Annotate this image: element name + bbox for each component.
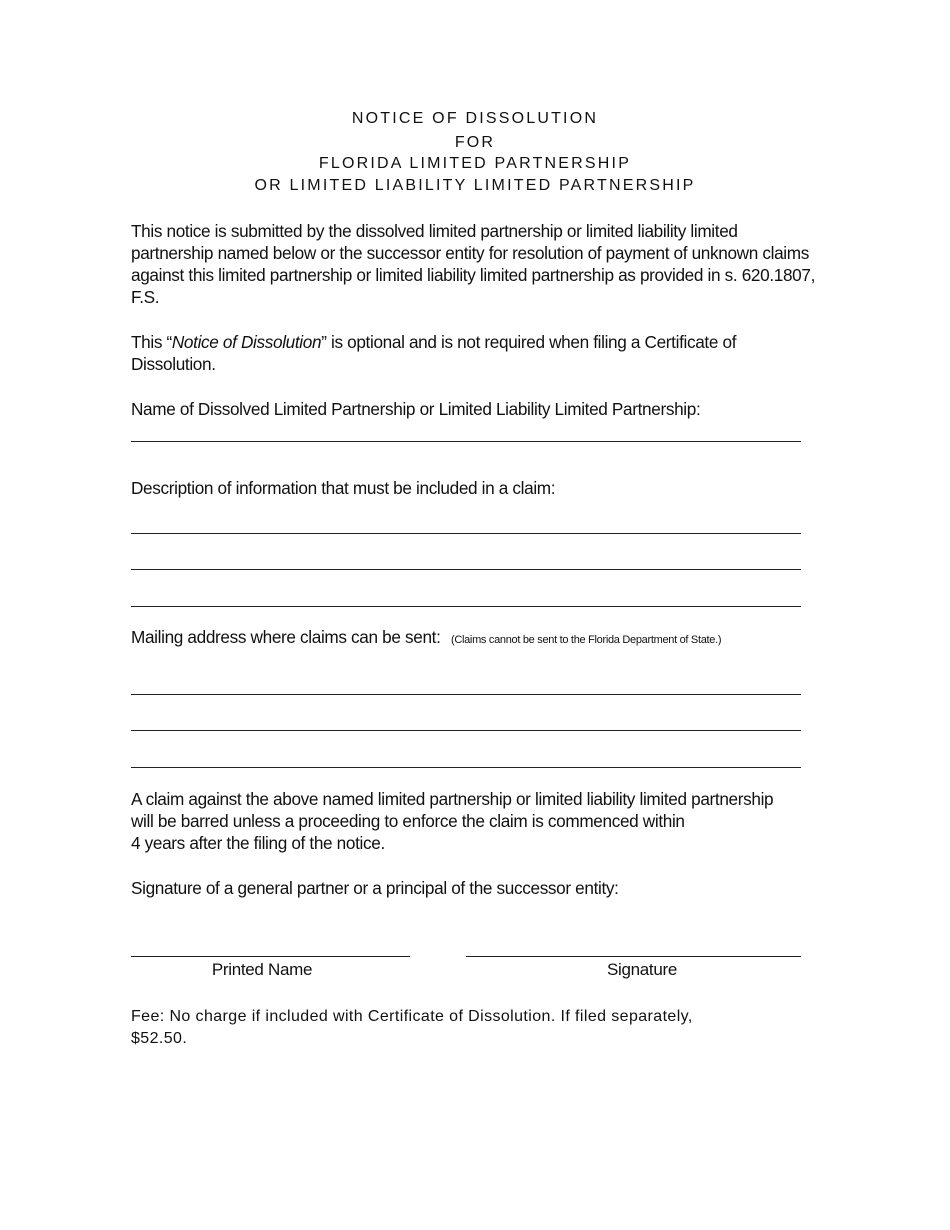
- optional-prefix: This “: [131, 332, 172, 352]
- form-title-entity-alt: OR LIMITED LIABILITY LIMITED PARTNERSHIP: [254, 177, 696, 194]
- name-input-line[interactable]: [131, 441, 801, 442]
- description-input-line-2[interactable]: [131, 569, 801, 570]
- fee-notice: [131, 1006, 781, 1050]
- mailing-input-line-2[interactable]: [131, 730, 801, 731]
- claim-notice-paragraph: [131, 788, 831, 854]
- mailing-field-label: [131, 626, 821, 651]
- printed-name-caption: Printed Name: [211, 960, 313, 979]
- description-input-line-1[interactable]: [131, 533, 801, 534]
- mailing-input-line-3[interactable]: [131, 767, 801, 768]
- mailing-input-line-1[interactable]: [131, 694, 801, 695]
- optional-notice-paragraph: [131, 331, 821, 375]
- optional-suffix: ” is optional and is not required when filing a Certificate of Dissolution.: [131, 332, 737, 374]
- optional-title: Notice of Dissolution: [171, 332, 322, 352]
- name-field-label: Name of Dissolved Limited Partnership or Limited Liability Limited Partnership:: [131, 399, 701, 419]
- form-title-for: FOR: [454, 134, 496, 151]
- mailing-label-text: Mailing address where claims can be sent:: [131, 627, 441, 647]
- form-title-entity: FLORIDA LIMITED PARTNERSHIP: [318, 155, 632, 172]
- form-title: NOTICE OF DISSOLUTION: [351, 110, 599, 127]
- signature-caption: Signature: [606, 960, 678, 979]
- intro-paragraph: This notice is submitted by the dissolved limited partnership or limited liability limited partnership named below or the successor entity for resolution of payment of unknown claims against this limited partnership or limited liability limited partnership as provided in s. 620.1807, F.S.: [131, 221, 816, 307]
- claim-notice-line-2: will be barred unless a proceeding to enforce the claim is commenced within: [131, 811, 685, 831]
- description-field-label: Description of information that must be included in a claim:: [131, 478, 556, 498]
- mailing-note: (Claims cannot be sent to the Florida Department of State.): [450, 634, 722, 646]
- claim-notice-line-1: A claim against the above named limited partnership or limited liability limited partnership: [131, 789, 774, 809]
- claim-notice-line-3: 4 years after the filing of the notice.: [131, 833, 385, 853]
- signature-section-label: Signature of a general partner or a principal of the successor entity:: [131, 878, 619, 898]
- printed-name-line[interactable]: [131, 956, 410, 957]
- signature-line[interactable]: [466, 956, 801, 957]
- fee-line-2: $52.50.: [131, 1030, 188, 1047]
- fee-line-1: Fee: No charge if included with Certificate of Dissolution. If filed separately,: [131, 1008, 693, 1025]
- description-input-line-3[interactable]: [131, 606, 801, 607]
